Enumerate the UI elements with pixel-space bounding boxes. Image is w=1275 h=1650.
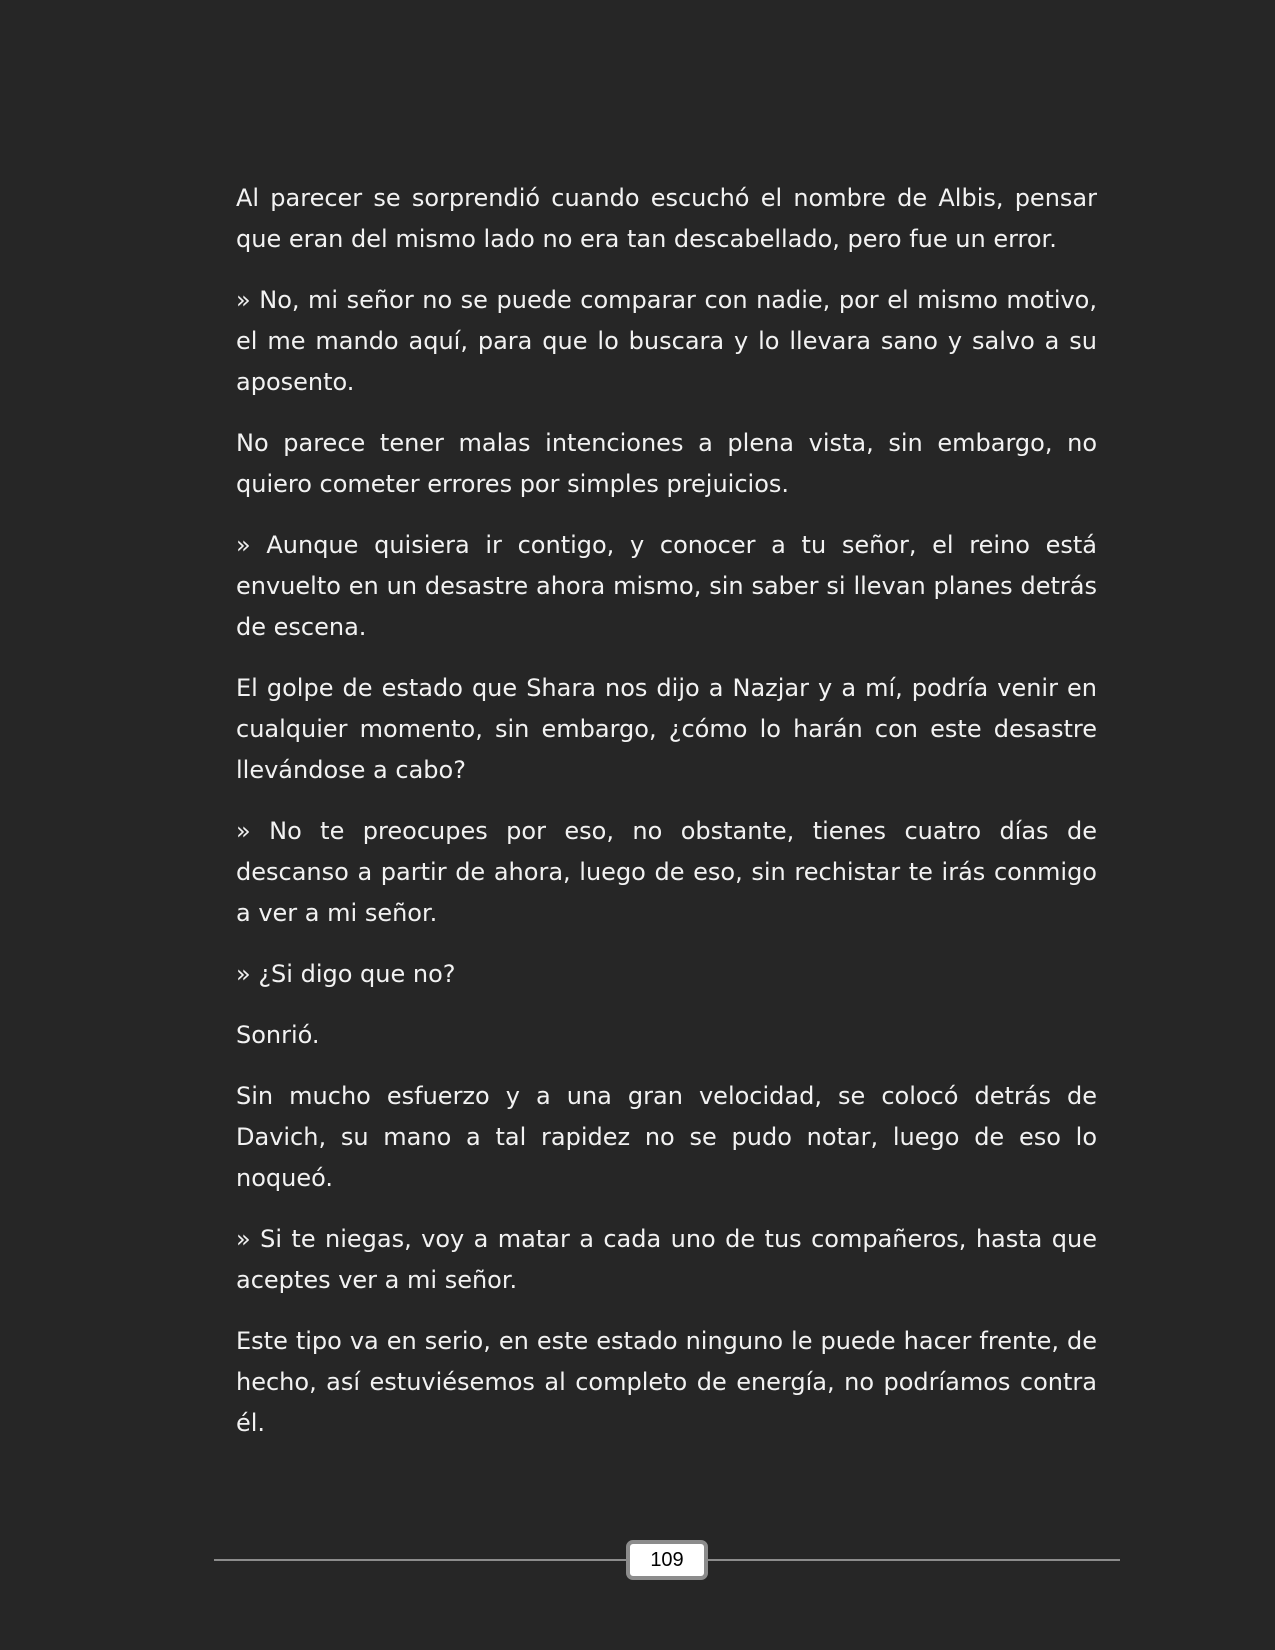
paragraph: » Aunque quisiera ir contigo, y conocer a tu señor, el reino está envuelto en un desastre ahora mismo, sin saber si llevan planes detrás de escena. xyxy=(236,531,1097,641)
paragraph: No parece tener malas intenciones a plena vista, sin embargo, no quiero cometer errores por simples prejuicios. xyxy=(236,429,1097,498)
paragraph: Sin mucho esfuerzo y a una gran velocidad, se colocó detrás de Davich, su mano a tal rapidez no se pudo notar, luego de eso lo noqueó. xyxy=(236,1082,1097,1192)
paragraph: » ¿Si digo que no? xyxy=(236,960,456,988)
paragraph: El golpe de estado que Shara nos dijo a Nazjar y a mí, podría venir en cualquier momento, sin embargo, ¿cómo lo harán con este desastre llevándose a cabo? xyxy=(236,674,1097,784)
page-number-badge xyxy=(626,1540,708,1580)
footer-rule-right xyxy=(708,1559,1120,1561)
paragraph: » No te preocupes por eso, no obstante, tienes cuatro días de descanso a partir de ahora, luego de eso, sin rechistar te irás conmigo a ver a mi señor. xyxy=(236,817,1097,927)
paragraph: » No, mi señor no se puede comparar con nadie, por el mismo motivo, el me mando aquí, para que lo buscara y lo llevara sano y salvo a su aposento. xyxy=(236,286,1097,396)
paragraph: Sonrió. xyxy=(236,1021,320,1049)
body-text xyxy=(236,178,1097,1464)
paragraph: » Si te niegas, voy a matar a cada uno de tus compañeros, hasta que aceptes ver a mi señor. xyxy=(236,1225,1097,1294)
footer-rule-left xyxy=(214,1559,626,1561)
paragraph: Al parecer se sorprendió cuando escuchó el nombre de Albis, pensar que eran del mismo lado no era tan descabellado, pero fue un error. xyxy=(236,184,1097,253)
page-number: 109 xyxy=(650,1549,684,1571)
paragraph: Este tipo va en serio, en este estado ninguno le puede hacer frente, de hecho, así estuviésemos al completo de energía, no podríamos contra él. xyxy=(236,1327,1097,1437)
